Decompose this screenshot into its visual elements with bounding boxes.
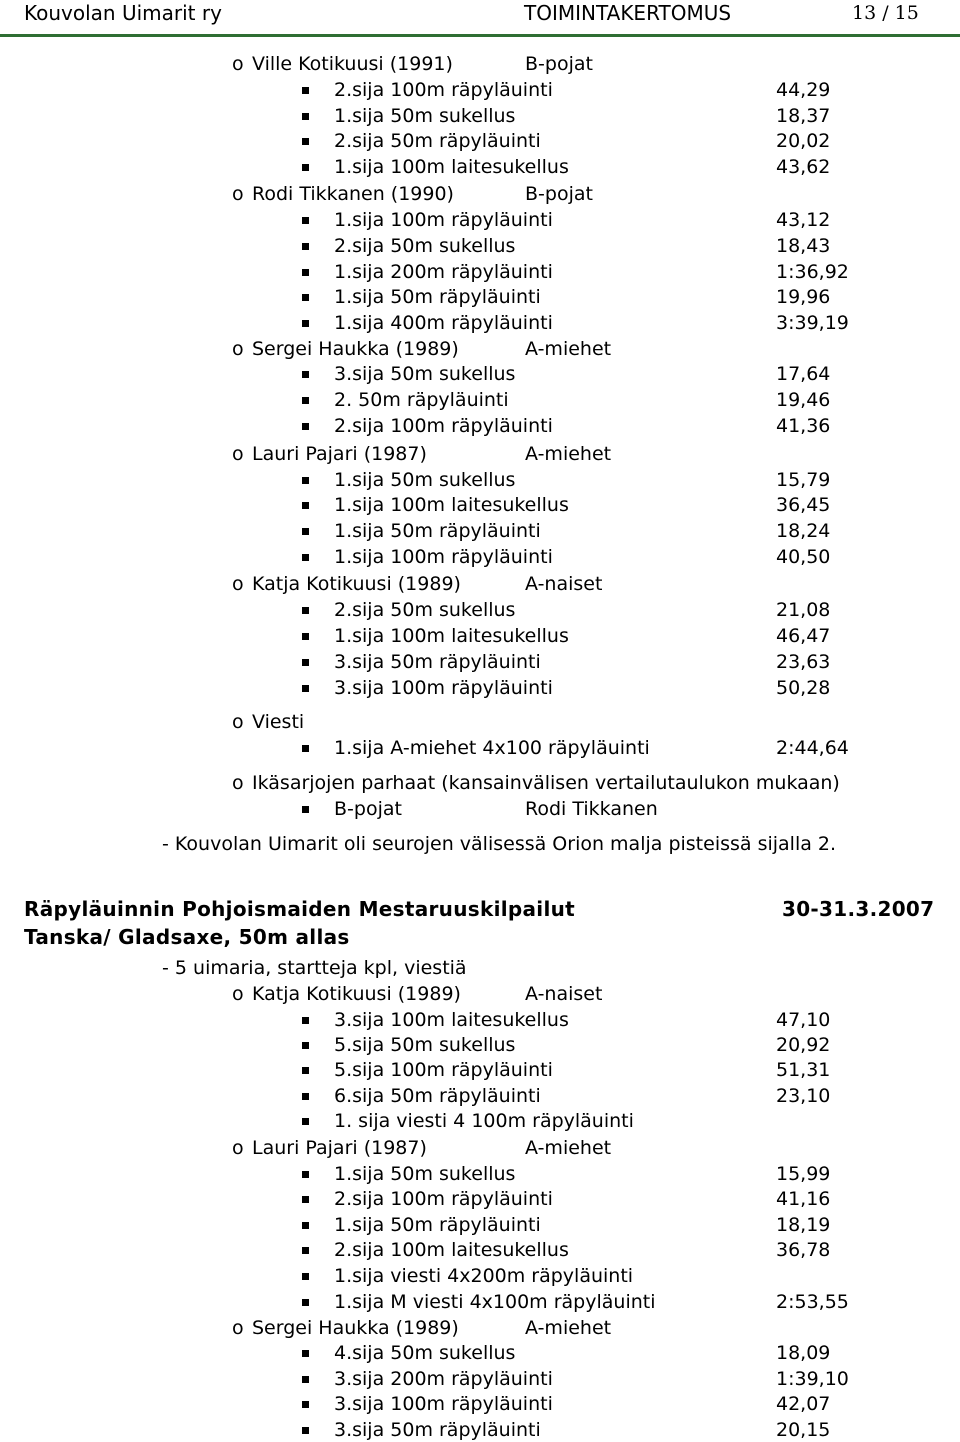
swimmer-class: A-naiset — [525, 983, 603, 1005]
bullet-square — [302, 294, 309, 301]
result-event: 2.sija 50m räpyläuinti — [334, 130, 541, 152]
result-time: 19,46 — [776, 389, 831, 411]
result-time: 23,10 — [776, 1085, 831, 1107]
result-event: 3.sija 100m räpyläuinti — [334, 677, 553, 699]
result-event: 1.sija M viesti 4x100m räpyläuinti — [334, 1291, 656, 1313]
result-event: 1.sija 50m räpyläuinti — [334, 1214, 541, 1236]
bullet-circle: o — [232, 443, 244, 465]
bullet-square — [302, 806, 309, 813]
result-time: 18,24 — [776, 520, 831, 542]
result-event: 1.sija viesti 4x200m räpyläuinti — [334, 1265, 634, 1287]
result-time: 43,62 — [776, 156, 831, 178]
result-time: 18,09 — [776, 1342, 831, 1364]
bullet-square — [302, 1017, 309, 1024]
result-event: 1.sija 50m sukellus — [334, 469, 516, 491]
club-note: - Kouvolan Uimarit oli seurojen välisessä Orion malja pisteissä sijalla 2. — [162, 833, 837, 855]
bullet-square — [302, 607, 309, 614]
swimmer-class: B-pojat — [525, 53, 593, 75]
result-time: 18,19 — [776, 1214, 831, 1236]
section-venue: Tanska/ Gladsaxe, 50m allas — [24, 925, 350, 949]
bullet-square — [302, 1299, 309, 1306]
result-event: 3.sija 50m räpyläuinti — [334, 1419, 541, 1441]
result-time: 42,07 — [776, 1393, 831, 1415]
page-number: 13 / 15 — [852, 2, 919, 24]
bullet-square — [302, 554, 309, 561]
bullet-circle: o — [232, 338, 244, 360]
result-event: 1.sija 200m räpyläuinti — [334, 261, 553, 283]
result-time: 20,02 — [776, 130, 831, 152]
swimmer-class: A-miehet — [525, 338, 612, 360]
bullet-circle: o — [232, 711, 244, 733]
bullet-square — [302, 1350, 309, 1357]
section-date: 30-31.3.2007 — [782, 897, 935, 921]
bullet-square — [302, 745, 309, 752]
result-event: 1.sija 100m laitesukellus — [334, 625, 569, 647]
swimmer-class: B-pojat — [525, 183, 593, 205]
result-event: 1.sija 50m sukellus — [334, 105, 516, 127]
result-time: 36,45 — [776, 494, 831, 516]
bullet-square — [302, 397, 309, 404]
bullet-square — [302, 685, 309, 692]
result-time: 43,12 — [776, 209, 831, 231]
result-time: 15,99 — [776, 1163, 831, 1185]
swimmer-name: Ville Kotikuusi (1991) — [252, 53, 453, 75]
result-event: 2.sija 50m sukellus — [334, 235, 516, 257]
result-time: 44,29 — [776, 79, 831, 101]
swimmer-class: A-miehet — [525, 1317, 612, 1339]
bullet-square — [302, 477, 309, 484]
result-time: 36,78 — [776, 1239, 831, 1261]
result-time: 18,43 — [776, 235, 831, 257]
swimmer-class: A-miehet — [525, 443, 612, 465]
result-time: 17,64 — [776, 363, 831, 385]
result-event: 1.sija 100m räpyläuinti — [334, 209, 553, 231]
bullet-circle: o — [232, 53, 244, 75]
bullet-square — [302, 243, 309, 250]
swimmer-name: Katja Kotikuusi (1989) — [252, 983, 461, 1005]
result-event: 1. sija viesti 4 100m räpyläuinti — [334, 1110, 634, 1132]
bullet-square — [302, 1171, 309, 1178]
section-summary: - 5 uimaria, startteja kpl, viestiä — [162, 957, 467, 979]
relay-event: 1.sija A-miehet 4x100 räpyläuinti — [334, 737, 650, 759]
bullet-square — [302, 1118, 309, 1125]
result-event: 2.sija 100m räpyläuinti — [334, 79, 553, 101]
bullet-square — [302, 87, 309, 94]
result-time: 23,63 — [776, 651, 831, 673]
result-time: 1:39,10 — [776, 1368, 849, 1390]
result-time: 20,15 — [776, 1419, 831, 1441]
result-event: 2.sija 100m räpyläuinti — [334, 415, 553, 437]
bullet-square — [302, 1042, 309, 1049]
bullet-square — [302, 1067, 309, 1074]
bullet-circle: o — [232, 573, 244, 595]
bullet-circle: o — [232, 983, 244, 1005]
bullet-square — [302, 269, 309, 276]
bullet-square — [302, 633, 309, 640]
bullet-square — [302, 423, 309, 430]
swimmer-name: Lauri Pajari (1987) — [252, 443, 427, 465]
bullet-circle: o — [232, 183, 244, 205]
bullet-square — [302, 1247, 309, 1254]
bullet-square — [302, 217, 309, 224]
relay-label: Viesti — [252, 711, 305, 733]
result-time: 51,31 — [776, 1059, 831, 1081]
result-time: 15,79 — [776, 469, 831, 491]
result-time: 19,96 — [776, 286, 831, 308]
swimmer-class: A-naiset — [525, 573, 603, 595]
bullet-square — [302, 1273, 309, 1280]
bullet-square — [302, 1093, 309, 1100]
bullet-square — [302, 1401, 309, 1408]
relay-time: 2:44,64 — [776, 737, 849, 759]
result-time: 41,36 — [776, 415, 831, 437]
bullet-square — [302, 138, 309, 145]
swimmer-name: Sergei Haukka (1989) — [252, 338, 459, 360]
result-event: 3.sija 50m sukellus — [334, 363, 516, 385]
bullet-square — [302, 659, 309, 666]
result-time: 47,10 — [776, 1009, 831, 1031]
bullet-circle: o — [232, 1137, 244, 1159]
document-title: TOIMINTAKERTOMUS — [524, 1, 732, 25]
result-event: 3.sija 100m räpyläuinti — [334, 1393, 553, 1415]
section-title: Räpyläuinnin Pohjoismaiden Mestaruuskilpailut — [24, 897, 575, 921]
bullet-square — [302, 528, 309, 535]
bullet-square — [302, 164, 309, 171]
swimmer-name: Rodi Tikkanen (1990) — [252, 183, 454, 205]
page-header — [0, 0, 960, 37]
result-time: 40,50 — [776, 546, 831, 568]
result-event: 5.sija 100m räpyläuinti — [334, 1059, 553, 1081]
result-event: 1.sija 50m räpyläuinti — [334, 286, 541, 308]
result-time: 46,47 — [776, 625, 831, 647]
result-event: 3.sija 50m räpyläuinti — [334, 651, 541, 673]
result-event: 1.sija 50m räpyläuinti — [334, 520, 541, 542]
age-best-class: B-pojat — [334, 798, 402, 820]
club-name: Kouvolan Uimarit ry — [24, 1, 222, 25]
bullet-circle: o — [232, 1317, 244, 1339]
bullet-circle: o — [232, 772, 244, 794]
result-event: 1.sija 100m laitesukellus — [334, 494, 569, 516]
result-event: 1.sija 400m räpyläuinti — [334, 312, 553, 334]
result-time: 21,08 — [776, 599, 831, 621]
result-event: 6.sija 50m räpyläuinti — [334, 1085, 541, 1107]
result-time: 3:39,19 — [776, 312, 849, 334]
result-event: 2.sija 50m sukellus — [334, 599, 516, 621]
result-event: 3.sija 200m räpyläuinti — [334, 1368, 553, 1390]
result-event: 2.sija 100m laitesukellus — [334, 1239, 569, 1261]
bullet-square — [302, 320, 309, 327]
bullet-square — [302, 1376, 309, 1383]
bullet-square — [302, 113, 309, 120]
bullet-square — [302, 1222, 309, 1229]
result-event: 5.sija 50m sukellus — [334, 1034, 516, 1056]
result-event: 1.sija 100m laitesukellus — [334, 156, 569, 178]
swimmer-class: A-miehet — [525, 1137, 612, 1159]
swimmer-name: Sergei Haukka (1989) — [252, 1317, 459, 1339]
bullet-square — [302, 502, 309, 509]
result-event: 1.sija 50m sukellus — [334, 1163, 516, 1185]
bullet-square — [302, 1196, 309, 1203]
bullet-square — [302, 371, 309, 378]
swimmer-name: Katja Kotikuusi (1989) — [252, 573, 461, 595]
result-time: 50,28 — [776, 677, 831, 699]
result-time: 1:36,92 — [776, 261, 849, 283]
swimmer-name: Lauri Pajari (1987) — [252, 1137, 427, 1159]
age-best-label: Ikäsarjojen parhaat (kansainvälisen vertailutaulukon mukaan) — [252, 772, 840, 794]
bullet-square — [302, 1427, 309, 1434]
age-best-name: Rodi Tikkanen — [525, 798, 658, 820]
result-time: 18,37 — [776, 105, 831, 127]
result-event: 4.sija 50m sukellus — [334, 1342, 516, 1364]
result-event: 3.sija 100m laitesukellus — [334, 1009, 569, 1031]
result-time: 2:53,55 — [776, 1291, 849, 1313]
result-time: 41,16 — [776, 1188, 831, 1210]
result-event: 1.sija 100m räpyläuinti — [334, 546, 553, 568]
result-time: 20,92 — [776, 1034, 831, 1056]
result-event: 2. 50m räpyläuinti — [334, 389, 509, 411]
result-event: 2.sija 100m räpyläuinti — [334, 1188, 553, 1210]
